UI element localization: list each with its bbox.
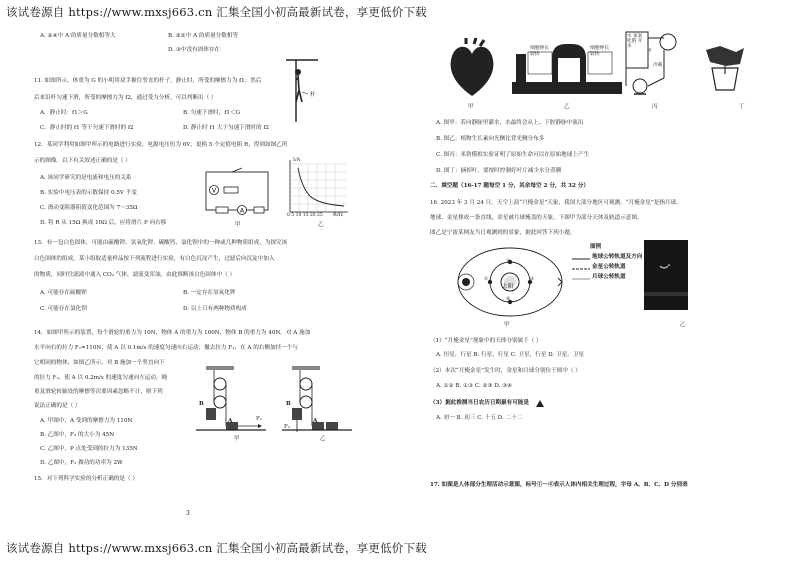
q16-stem-3: 图乙是宁波某网友当日观测到的景象，据此回答下列小题。 xyxy=(430,230,576,236)
q10-option-b: B. ③⑤中 A 的质量分数相等 xyxy=(168,33,239,39)
q10-option-d: D. ③中没有固体存在 xyxy=(168,47,221,53)
q13-stem-3: 的物质，同时往滤液中通入 CO₂ 气体，滤液变浑浊。由此推断该白色固体中（ ） xyxy=(34,272,236,278)
fig-label-yi: 乙 xyxy=(564,104,570,110)
section-2-heading: 二、填空题（16-17 题每空 1 分，其余每空 2 分，共 32 分） xyxy=(430,183,589,189)
fig-text-cell-1: 细胞伸长较快 xyxy=(530,46,550,57)
legend-line-moon xyxy=(572,277,590,281)
q13-option-a: A. 可能存在硫酸钾 xyxy=(40,290,87,296)
graph-y-label: I/A xyxy=(293,157,301,163)
q12-option-b: B. 实验中电压表的示数保持 0.5V 不变 xyxy=(40,190,137,196)
q16-sub1-options: A. 恒星、行星 B. 行星、行星 C. 卫星、行星 D. 卫星、卫星 xyxy=(436,352,584,358)
legend-line-earth xyxy=(572,257,590,261)
q10-option-a: A. ②④中 A 的质量分数相等大 xyxy=(40,33,116,39)
q15-option-d: D. 图丁：摘掉叶，要按时控制好叶片减少水分蒸腾 xyxy=(436,168,562,174)
legend-venus-orbit: 金星公转轨道 xyxy=(592,264,626,270)
potted-plant-figure xyxy=(700,44,750,96)
pos-1-label: ① xyxy=(506,259,511,264)
fig-label-jia: 甲 xyxy=(468,104,474,110)
q16-sub3: （3）据此推测当日农历日期最有可能是 xyxy=(430,400,529,406)
q14-stem-5: 重及滑轮转轴处的摩擦等次要因素忽略不计，则下列 xyxy=(34,389,163,395)
q12-label-yi: 乙 xyxy=(318,222,324,228)
pos-3-label: ③ xyxy=(530,277,535,282)
fig-label-bing: 丙 xyxy=(652,104,658,110)
graph-x-ticks: 0 5 10 15 20 25 xyxy=(287,213,323,218)
svg-text:A: A xyxy=(240,207,245,215)
q14-stem-2: 水平向右的拉力 F₁=110N，使 A 以 0.1m/s 的速度匀速向右运动；撤去拉力 F₁，在 A 的右侧加挂一个与 xyxy=(34,345,298,351)
legend-line-venus xyxy=(572,267,590,271)
q12-label-jia: 甲 xyxy=(235,222,241,228)
q11-stem-2: 后来沿杆匀速下滑，所受的摩擦力为 f2，通过受力分析，可以判断出（ ） xyxy=(34,95,217,101)
q11-stem-1: 11. 如图所示，体重为 G 的小明用双手握住竖直的杆子，静止时，所受的摩擦力为 f1；然后 xyxy=(34,78,262,84)
q17-stem: 17. 如图是人体部分生理活动示意图，标号①～⑥表示人体内相关生理过程，字母 A、B、C、D 分别表 xyxy=(430,482,688,488)
q15-option-c: C. 图丙：米勃模拟实验证明了原始生命可以在原始地球上产生 xyxy=(436,152,590,158)
legend-earth-orbit: 地球公转轨道及方向 xyxy=(592,254,643,260)
q14-block-b-label-yi: B xyxy=(286,401,291,407)
q12-stem-1: 12．某同学利用如图甲所示的电路进行实验，电源电压恒为 6V，更换 5 个定值电阻 R，得到如图乙所 xyxy=(34,142,288,148)
q11-option-b: B. 匀速下滑时，f1＜G xyxy=(183,110,240,116)
q14-stem-3: 它相同的物体，如图乙所示，对 B 施加一个竖直向下 xyxy=(34,360,165,366)
q13-stem-2: 白色固体的组成，某小组取适量样品按下列流程进行实验，有白色沉淀产生，过滤后向沉淀中加入 xyxy=(34,256,275,262)
q12-current-graph xyxy=(280,158,352,220)
q14-force-f2-label: F₂ xyxy=(284,424,291,430)
q16-sub2: （2）本次“月掩金星”发生时，金星和月球分别位于图中（ ） xyxy=(430,368,581,374)
q11-option-c: C．静止时的 f1 等于匀速下滑时的 f2 xyxy=(40,125,134,131)
q12-option-d: D. 将 R 从 15Ω 换成 10Ω 后，应将滑片 P 向右移 xyxy=(40,220,167,226)
q16-stem-1: 16. 2023 年 3 月 24 日，天空上演“月掩金星”天象，我国大部分地区可观测。“月掩金星”是指月球、 xyxy=(430,200,682,206)
q16-sub1: （1）“月掩金星”现象中的天体分别属于（ ） xyxy=(430,338,542,344)
q11-pole-figure xyxy=(282,58,322,124)
heart-figure xyxy=(446,38,498,100)
q11-option-a: A．静止时：f1＞G xyxy=(40,110,88,116)
q14-stem-1: 14．如图甲所示的装置，每个滑轮的重力为 10N，物体 A 的重力为 100N，物体 B 的重力为 40N。对 A 施加 xyxy=(34,330,311,336)
q14-label-jia: 甲 xyxy=(234,436,240,442)
q14-pulley-figure-jia xyxy=(196,366,268,442)
q14-option-c: C. 乙图中，P 点处受到的拉力为 135N xyxy=(40,446,138,452)
q14-label-yi: 乙 xyxy=(320,436,326,442)
q16-sub3-options: A. 初一 B. 初三 C. 十五 D. 二十二 xyxy=(436,415,523,421)
fig-text-condense: 冷凝 xyxy=(653,63,663,68)
q14-stem-6: 说法正确的是（ ） xyxy=(34,403,81,409)
fig-text-cell-2: 细胞伸长较快 xyxy=(590,46,610,57)
legend-title: 图例 xyxy=(590,244,602,250)
fig-text-apparatus: 水 氢氧化钠 开水 xyxy=(627,34,643,50)
orbit-diagram xyxy=(454,244,566,320)
night-sky-photo xyxy=(644,240,688,310)
source-footer: 该试卷源自 https://www.mxsj663.cn 汇集全国小初高最新试卷，享更低价下载 xyxy=(6,541,427,555)
fig-text-apparatus-2: 甲 xyxy=(647,49,652,54)
q16-stem-2: 地球、金星排成一条直线，金星被月球掩盖的天象。下图甲为部分天体及轨道示意图， xyxy=(430,215,643,221)
q12-stem-2: 示的图像。以下有关叙述正确的是（ ） xyxy=(34,158,131,164)
q14-block-a-label-jia: A xyxy=(228,418,233,424)
graph-x-label: R/Ω xyxy=(333,212,343,218)
q14-option-a: A. 甲图中，A 受到的摩擦力为 110N xyxy=(40,418,133,424)
source-header: 该试卷源自 https://www.mxsj663.cn 汇集全国小初高最新试卷，享更低价下载 xyxy=(6,5,427,19)
q15-option-b: B. 图乙：植物生长素向光侧比背光侧分布多 xyxy=(436,136,545,142)
fig-label-ding: 丁 xyxy=(739,104,745,110)
night-photo-label-yi: 乙 xyxy=(680,322,686,328)
answer-blank-triangle xyxy=(536,400,544,407)
q12-option-c: C. 滑动变阻器阻值变化范围为 7～35Ω xyxy=(40,205,138,211)
q13-stem-1: 13．有一包白色固体，可能由硫酸钾、氢氧化钾、碳酸钙、氯化钡中的一种或几种物质组成，为探究该 xyxy=(34,240,288,246)
pos-4-label: ④ xyxy=(506,297,511,302)
q14-stem-4: 的拉力 F₂，使 A 以 0.2m/s 的速度匀速向左运动。绳 xyxy=(34,375,168,381)
q13-option-b: B. 一定存在氢氧化钾 xyxy=(183,290,236,296)
q13-option-c: C. 可能存在氯化钡 xyxy=(40,306,87,312)
svg-text:V: V xyxy=(212,187,217,195)
q14-option-b: B. 乙图中，F₂ 的大小为 45N xyxy=(40,432,115,438)
orbit-fig-label-jia: 甲 xyxy=(504,322,510,328)
legend-moon-orbit: 月球公转轨道 xyxy=(592,274,626,280)
sun-label: 太阳 xyxy=(502,284,514,290)
q13-option-d: D. 以上只有两种物质构成 xyxy=(183,306,247,312)
q15-option-a: A. 图甲：若向静脉里灌水，水最终会从上、下腔静脉中流出 xyxy=(436,120,584,126)
page-number: 3 xyxy=(186,510,190,517)
q14-option-d: D. 乙图中，F₂ 做功的功率为 2W xyxy=(40,460,123,466)
q14-block-a-label-yi: A xyxy=(313,418,318,424)
q11-pole-label: 杆 xyxy=(310,92,316,98)
q14-block-b-label-jia: B xyxy=(199,401,204,407)
pos-2-label: ② xyxy=(484,277,489,282)
q14-force-f1-label: F₁ xyxy=(256,416,263,422)
q12-option-a: A. 该同学研究的是电流和电压的关系 xyxy=(40,175,132,181)
q11-option-d: D. 静止时 f1 大于匀速下滑时的 f2 xyxy=(183,125,269,131)
q14-pulley-figure-yi xyxy=(282,366,354,442)
q16-sub2-options: A. ①② B. ①③ C. ②③ D. ③④ xyxy=(436,383,513,389)
q15-stem: 15．对下列科学实验的分析正确的是（ ） xyxy=(34,476,138,482)
q12-circuit-diagram xyxy=(202,168,272,218)
